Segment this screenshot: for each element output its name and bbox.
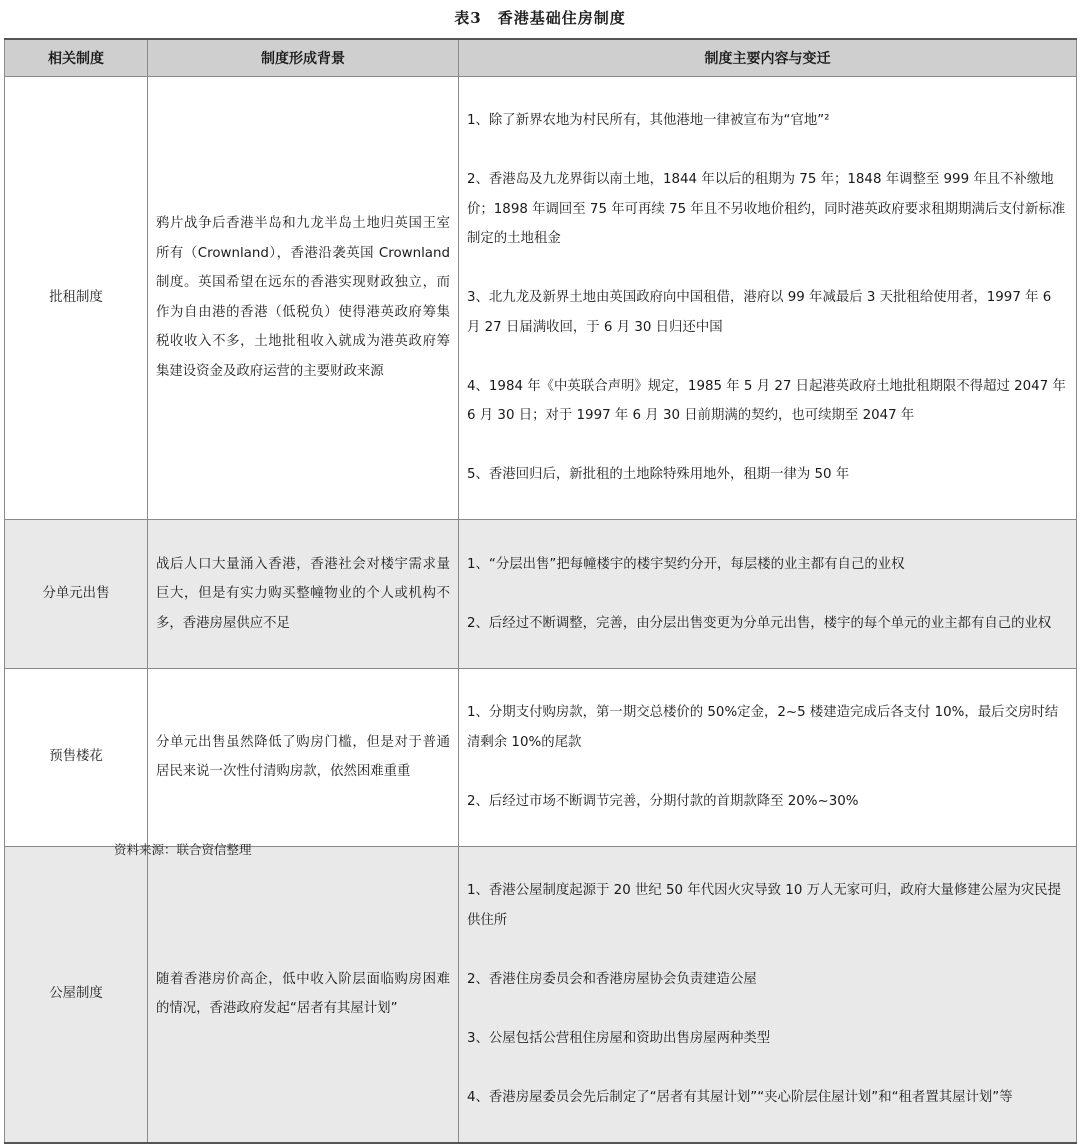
system-name: 批租制度: [5, 76, 148, 520]
content-item: 1、除了新界农地为村民所有，其他港地一律被宣布为“官地”²: [467, 113, 830, 128]
source-note: 资料来源：联合资信整理: [114, 842, 252, 857]
content-item: 5、香港回归后，新批租的土地除特殊用地外，租期一律为 50 年: [467, 467, 850, 482]
content-item: 2、香港住房委员会和香港房屋协会负责建造公屋: [467, 971, 757, 987]
system-name: 预售楼花: [5, 668, 148, 846]
system-background: 鸦片战争后香港半岛和九龙半岛土地归英国王室所有（Crownland），香港沿袭英国 Crownland 制度。英国希望在远东的香港实现财政独立，而作为自由港的香港（低税负）使得港英政府筹集税收收入不多，土地批租收入就成为港英政府筹集建设资金及政府运营的主要财政来源: [148, 76, 459, 520]
table-caption: 表3 香港基础住房制度: [454, 9, 626, 27]
header-system: 相关制度: [5, 39, 148, 76]
system-content: [459, 668, 1077, 846]
content-item: 2、香港岛及九龙界街以南土地，1844 年以后的租期为 75 年；1848 年调整至 999 年且不补缴地价；1898 年调回至 75 年可再续 75 年且不另收地价租约，同时港英政府要求租期期满后支付新标准制定的土地租金: [467, 172, 1066, 246]
content-item: 1、“分层出售”把每幢楼宇的楼宇契约分开，每层楼的业主都有自己的业权: [467, 556, 905, 572]
system-content: [459, 846, 1077, 1143]
content-item: 1、香港公屋制度起源于 20 世纪 50 年代因火灾导致 10 万人无家可归，政府大量修建公屋为灾民提供住所: [467, 883, 1062, 928]
housing-system-table: [4, 38, 1077, 1144]
system-background: 随着香港房价高企，低中收入阶层面临购房困难的情况，香港政府发起“居者有其屋计划”: [148, 846, 459, 1143]
content-item: 2、后经过市场不断调节完善，分期付款的首期款降至 20%~30%: [467, 793, 859, 809]
table-row: [5, 76, 1077, 520]
system-name: 公屋制度: [5, 846, 148, 1143]
header-content: 制度主要内容与变迁: [459, 39, 1077, 76]
system-content: [459, 520, 1077, 669]
content-item: 2、后经过不断调整，完善，由分层出售变更为分单元出售，楼宇的每个单元的业主都有自己的业权: [467, 615, 1052, 631]
content-item: 3、北九龙及新界土地由英国政府向中国租借，港府以 99 年减最后 3 天批租给使用者，1997 年 6 月 27 日届满收回，于 6 月 30 日归还中国: [467, 290, 1052, 335]
header-background: 制度形成背景: [148, 39, 459, 76]
system-content: [459, 76, 1077, 520]
content-item: 4、1984 年《中英联合声明》规定，1985 年 5 月 27 日起港英政府土地批租期限不得超过 2047 年 6 月 30 日；对于 1997 年 6 月 30 日前期满的契约，也可续期至 2047 年: [467, 378, 1066, 423]
table-row: [5, 668, 1077, 846]
content-item: 3、公屋包括公营租住房屋和资助出售房屋两种类型: [467, 1030, 771, 1046]
system-name: 分单元出售: [5, 520, 148, 669]
table-row: [5, 846, 1077, 1143]
system-background: 战后人口大量涌入香港，香港社会对楼宇需求量巨大，但是有实力购买整幢物业的个人或机构不多，香港房屋供应不足: [148, 520, 459, 669]
content-item: 4、香港房屋委员会先后制定了“居者有其屋计划”“夹心阶层住屋计划”和“租者置其屋计划”等: [467, 1089, 1013, 1105]
table-row: [5, 520, 1077, 669]
table-header-row: [5, 39, 1077, 76]
content-item: 1、分期支付购房款，第一期交总楼价的 50%定金，2~5 楼建造完成后各支付 10%，最后交房时结清剩余 10%的尾款: [467, 705, 1059, 750]
system-background: 分单元出售虽然降低了购房门槛，但是对于普通居民来说一次性付清购房款，依然困难重重: [148, 668, 459, 846]
